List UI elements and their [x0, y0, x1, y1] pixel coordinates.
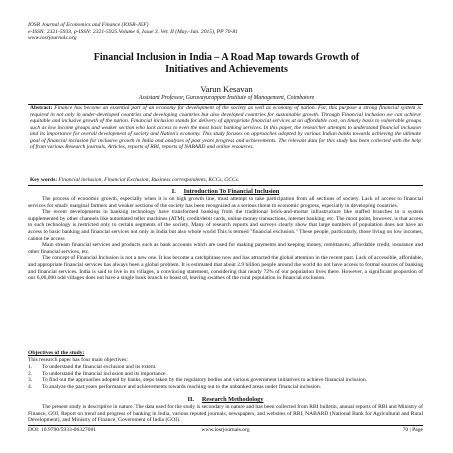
- objectives-intro: This research paper has four main objectives:: [28, 357, 128, 363]
- abstract-text: Finance has become an essential part of an economy for development of the society as well as economy of nation. For, this purpose a strong financial system is required in not only in under-developed countries and developing countries but also developed countries for sustainable growth. Through Financial inclusion we can achieve equitable and inclusive growth of the nation. Financial inclusion stands for delivery of appropriate financial services at an affordable cost, on timely basis to vulnerable groups such as low income groups and weaker section who lack access to even the most basic banking services. In this paper, the researcher attempts to understand financial inclusion and its importance for overall development of society and Nation's economy. This study focuses on approaches adopted by various Indian banks towards achieving the ultimate goal of financial inclusion for inclusive growth in India and analyses of past years progress and achievements. The relevant data for this study has been collected with the help of from various Research journals, Articles, reports of RBI, reports of NABARD and online resources.: [30, 105, 421, 151]
- list-item-text: To understand the financial exclusion and its extent.: [42, 364, 157, 370]
- paragraph: The present study is descriptive in nature. The data used for the study is secondary in nature and has been collected from RBI bulletin, annual reports of RBI and Ministry of Finance, GOI, Report on trend and progress of banking in India, various reputed journals, newspapers, and websites of RBI, NABARD (National Bank for Agricultural and Rural Development), and Ministry of Finance, Government of India (GOI).: [28, 404, 423, 424]
- paragraph: Main stream financial services and products such as bank accounts which are used for making payments and keeping money, remittances, affordable credit, insurance and other financial services, etc.: [28, 242, 423, 255]
- author-name: Varun Kesavan: [200, 84, 253, 94]
- journal-header: [28, 22, 328, 42]
- section-title: Research Methodology: [201, 396, 264, 403]
- list-item-number: 1.: [28, 364, 33, 370]
- section-number: I.: [171, 188, 176, 195]
- list-item: [28, 384, 423, 391]
- paper-title-line-1: Financial Inclusion in India – A Road Map towards Growth of: [93, 52, 360, 63]
- keywords-label: Key words:: [30, 177, 58, 183]
- section-number: II.: [187, 396, 194, 403]
- list-item: [28, 364, 423, 371]
- footer-page-number: 70 | Page: [402, 427, 423, 433]
- section-title: Introduction To Financial Inclusion: [183, 188, 280, 195]
- section-heading-methodology: [28, 396, 423, 403]
- paper-title-line-2: Initiatives and Achievements: [165, 64, 288, 75]
- list-item-number: 3.: [28, 377, 33, 384]
- list-item-text: To analyze the past years performance and achievements towards reaching out to the unbanked areas under financial inclusion.: [42, 383, 322, 390]
- footer-divider: [28, 425, 423, 426]
- keywords: [30, 177, 421, 184]
- list-item: [28, 377, 423, 384]
- author-affiliation: Assistant Professor, Guruvayurappan Institute of Management, Coimbatore: [138, 95, 315, 101]
- abstract: [30, 105, 421, 151]
- section-heading-introduction: [28, 188, 423, 195]
- objectives-heading: Objectives of the study:: [28, 350, 85, 356]
- objectives-list: [28, 364, 423, 390]
- keywords-text: Financial inclusion, Financial Exclusion, Business correspondents, KCCs, GCCs.: [57, 177, 240, 183]
- list-item-text: To understand the financial inclusion and its importance.: [42, 370, 167, 377]
- introduction-body: [28, 196, 423, 282]
- footer-site[interactable]: www.iosrjournals.org: [201, 427, 250, 433]
- journal-issn: e-ISSN: 2321-5933, p-ISSN: 2321-5925.Volume 6, Issue 3. Ver. II (May.-Jun. 2015), PP 70-81: [28, 28, 238, 35]
- journal-name: IOSR Journal of Economics and Finance (IOSR-JEF): [28, 22, 149, 28]
- abstract-label: Abstract:: [30, 105, 53, 111]
- journal-url[interactable]: www.iosrjournals.org: [28, 35, 77, 42]
- paper-title: [40, 52, 413, 76]
- methodology-body: [28, 404, 423, 424]
- paragraph: The recent developments in banking technology have transformed banking from the traditional brick-and-mortar infrastructure like staffed branches to a system supplemented by other channels like automated teller machines (ATM), credit/debit cards, online money transactions, internet banking, etc. The moot point, however, is that access to such technology is restricted only to certain segments of the society. Many of research reports and surveys clearly show that large numbers of population does not have an access to basic banking and financial services not only in India but also whole world This is termed "financial exclusion." These people, particularly, those living on low incomes, cannot be access: [28, 209, 423, 242]
- paragraph: The process of economic growth, especially when it is on high growth line, must attempt to take participation from all sections of society. Lack of access to financial services for small/ marginal farmers and weaker sections of the society has been recognized as a serious threat to economic progress, especially in developing countries.: [28, 196, 423, 209]
- list-item-number: 4.: [28, 383, 33, 390]
- list-item-number: 2.: [28, 370, 33, 377]
- list-item-text: To find out the approaches adopted by banks, steps taken by the regulatory bodies and various government initiatives to achieve financial inclusion.: [42, 377, 368, 384]
- paragraph: The concept of Financial Inclusion is not a new one. It has become a catchphrase now and has attracted the global attention in the recent past. Lack of accessible, affordable, and appropriate financial services has always been a global problem. It is estimated that about 2.9 billion people around the world do not have access to formal sources of banking and financial services. India is said to live in its villages, a convincing statement, considering that nearly 72% of our population lives there. However, a significant proportion of our 6,00,000 odd villages does not have a single bank branch to boast of, leaving swathes of the rural population in financial exclusion.: [28, 255, 423, 282]
- footer-doi[interactable]: DOI: 10.9790/5933-06327081: [28, 427, 97, 433]
